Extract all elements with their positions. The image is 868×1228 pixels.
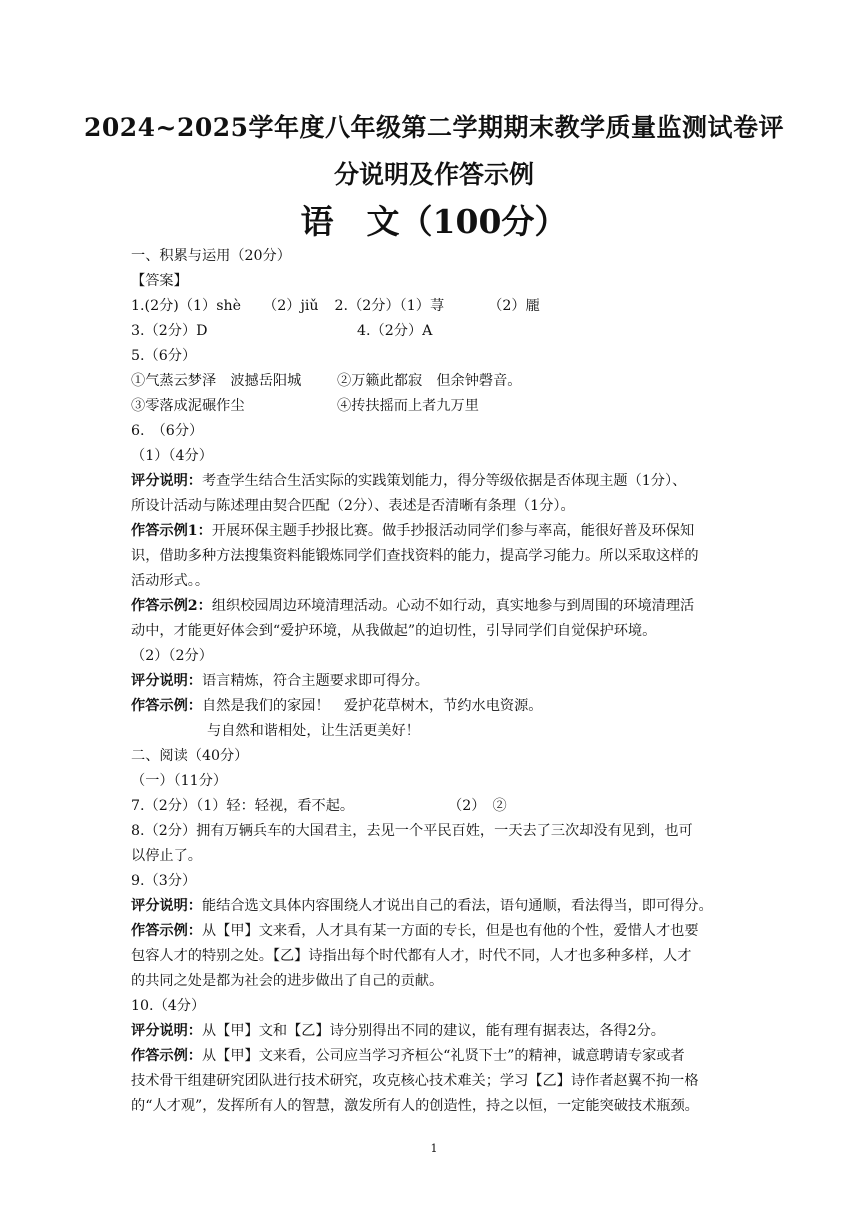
- scoring-label: 评分说明：: [131, 473, 202, 489]
- scoring-text: 能结合选文具体内容围绕人才说出自己的看法，语句通顺，看法得当，即可得分。: [201, 898, 713, 914]
- page-number: 1: [430, 1142, 438, 1155]
- document-title-line2: 分说明及作答示例: [333, 160, 534, 189]
- scoring-label: 评分说明：: [131, 673, 202, 689]
- answer-q6-part2: （2）（2分）: [131, 648, 213, 664]
- answer-q1-part2: （2）jiǔ: [263, 298, 319, 314]
- section2-part1: （一）（11分）: [131, 773, 228, 789]
- document-title-line1: 2024~2025学年度八年级第二学期期末教学质量监测试卷评: [83, 113, 785, 142]
- q6-1-scoring-note-cont: 所设计活动与陈述理由契合匹配（2分）、表述是否清晰有条理（1分）。: [131, 498, 575, 514]
- answer-q6: 6. （6分）: [131, 423, 204, 439]
- answer-q2: 2.（2分）（1）荨: [334, 298, 445, 314]
- answer-q5-item4: ④抟扶摇而上者九万里: [337, 398, 479, 414]
- answer-q8-cont: 以停止了。: [131, 848, 202, 864]
- answer-q6-part1: （1）（4分）: [131, 448, 213, 464]
- q6-1-example2: [131, 596, 694, 616]
- q10-example-cont: 技术骨干组建研究团队进行技术研究，攻克核心技术难关；学习【乙】诗作者赵翼不拘一格: [131, 1073, 699, 1089]
- answer-q7: 7.（2分）（1）轻：轻视，看不起。: [131, 798, 355, 814]
- answer-q5-item2: ②万籁此都寂 但余钟磬音。: [337, 373, 522, 389]
- q6-2-example-cont: 与自然和谐相处，让生活更美好！: [207, 723, 420, 739]
- answer-q4: 4.（2分）A: [357, 323, 433, 339]
- answer-q3: 3.（2分）D: [131, 323, 208, 339]
- example-text: 开展环保主题手抄报比赛。做手抄报活动同学们参与率高，能很好普及环保知: [211, 523, 695, 539]
- answer-tag: 【答案】: [131, 273, 188, 289]
- q10-example-cont2: 的“人才观”，发挥所有人的智慧，激发所有人的创造性，持之以恒，一定能突破技术瓶颈。: [131, 1098, 699, 1114]
- scoring-text: 语言精炼，符合主题要求即可得分。: [201, 673, 429, 689]
- example-label: 作答示例2：: [131, 598, 212, 614]
- answer-q5-item3: ③零落成泥碾作尘: [131, 398, 245, 414]
- answer-q1: 1.(2分)（1）shè: [131, 298, 242, 314]
- example-text: 从【甲】文来看，人才具有某一方面的专长，但是也有他的个性，爱惜人才也要: [201, 923, 699, 939]
- answer-row-q1-q2: [131, 296, 540, 316]
- q6-2-example: [131, 696, 542, 716]
- answer-q5: 5.（6分）: [131, 348, 197, 364]
- example-label: 作答示例：: [131, 698, 202, 714]
- q9-example-cont: 包容人才的特别之处。【乙】诗指出每个时代都有人才，时代不同，人才也多种多样，人才: [131, 948, 692, 964]
- answer-q10: 10.（4分）: [131, 998, 206, 1014]
- q6-2-scoring-note: [131, 671, 429, 691]
- answer-q8: 8.（2分）拥有万辆兵车的大国君主，去见一个平民百姓，一天去了三次却没有见到，也可: [131, 823, 693, 839]
- q6-1-example1-cont: 识，借助多种方法搜集资料能锻炼同学们查找资料的能力，提高学习能力。所以采取这样的: [131, 548, 699, 564]
- q9-example: [131, 921, 699, 941]
- scoring-label: 评分说明：: [131, 898, 202, 914]
- answer-q2-part2: （2）龎: [488, 298, 540, 314]
- answer-q7-part2: （2） ②: [448, 798, 507, 814]
- subject-title: 语 文（100分）: [300, 202, 568, 241]
- q6-1-example1: [131, 521, 694, 541]
- q6-1-scoring-note: [131, 471, 686, 491]
- example-label: 作答示例1：: [131, 523, 212, 539]
- q6-1-example2-cont: 动中，才能更好体会到“爱护环境，从我做起”的迫切性，引导同学们自觉保护环境。: [131, 623, 657, 639]
- scoring-text: 考查学生结合生活实际的实践策划能力，得分等级依据是否体现主题（1分）、: [201, 473, 687, 489]
- q6-1-example1-cont2: 活动形式。。: [131, 573, 210, 589]
- answer-q5-item1: ①气蒸云梦泽 波撼岳阳城: [131, 373, 302, 389]
- scoring-text: 从【甲】文和【乙】诗分别得出不同的建议，能有理有据表达，各得2分。: [201, 1023, 665, 1039]
- q9-scoring-note: [131, 896, 713, 916]
- example-text: 组织校园周边环境清理活动。心动不如行动，真实地参与到周围的环境清理活: [211, 598, 695, 614]
- example-label: 作答示例：: [131, 923, 202, 939]
- section1-heading: 一、积累与运用（20分）: [131, 248, 291, 264]
- example-text: 从【甲】文来看，公司应当学习齐桓公“礼贤下士”的精神，诚意聘请专家或者: [201, 1048, 685, 1064]
- q9-example-cont2: 的共同之处是都为社会的进步做出了自己的贡献。: [131, 973, 444, 989]
- example-text: 自然是我们的家园！ 爱护花草树木，节约水电资源。: [201, 698, 543, 714]
- q10-scoring-note: [131, 1021, 665, 1041]
- answer-q9: 9.（3分）: [131, 873, 197, 889]
- section2-heading: 二、阅读（40分）: [131, 748, 249, 764]
- example-label: 作答示例：: [131, 1048, 202, 1064]
- q10-example: [131, 1046, 685, 1066]
- scoring-label: 评分说明：: [131, 1023, 202, 1039]
